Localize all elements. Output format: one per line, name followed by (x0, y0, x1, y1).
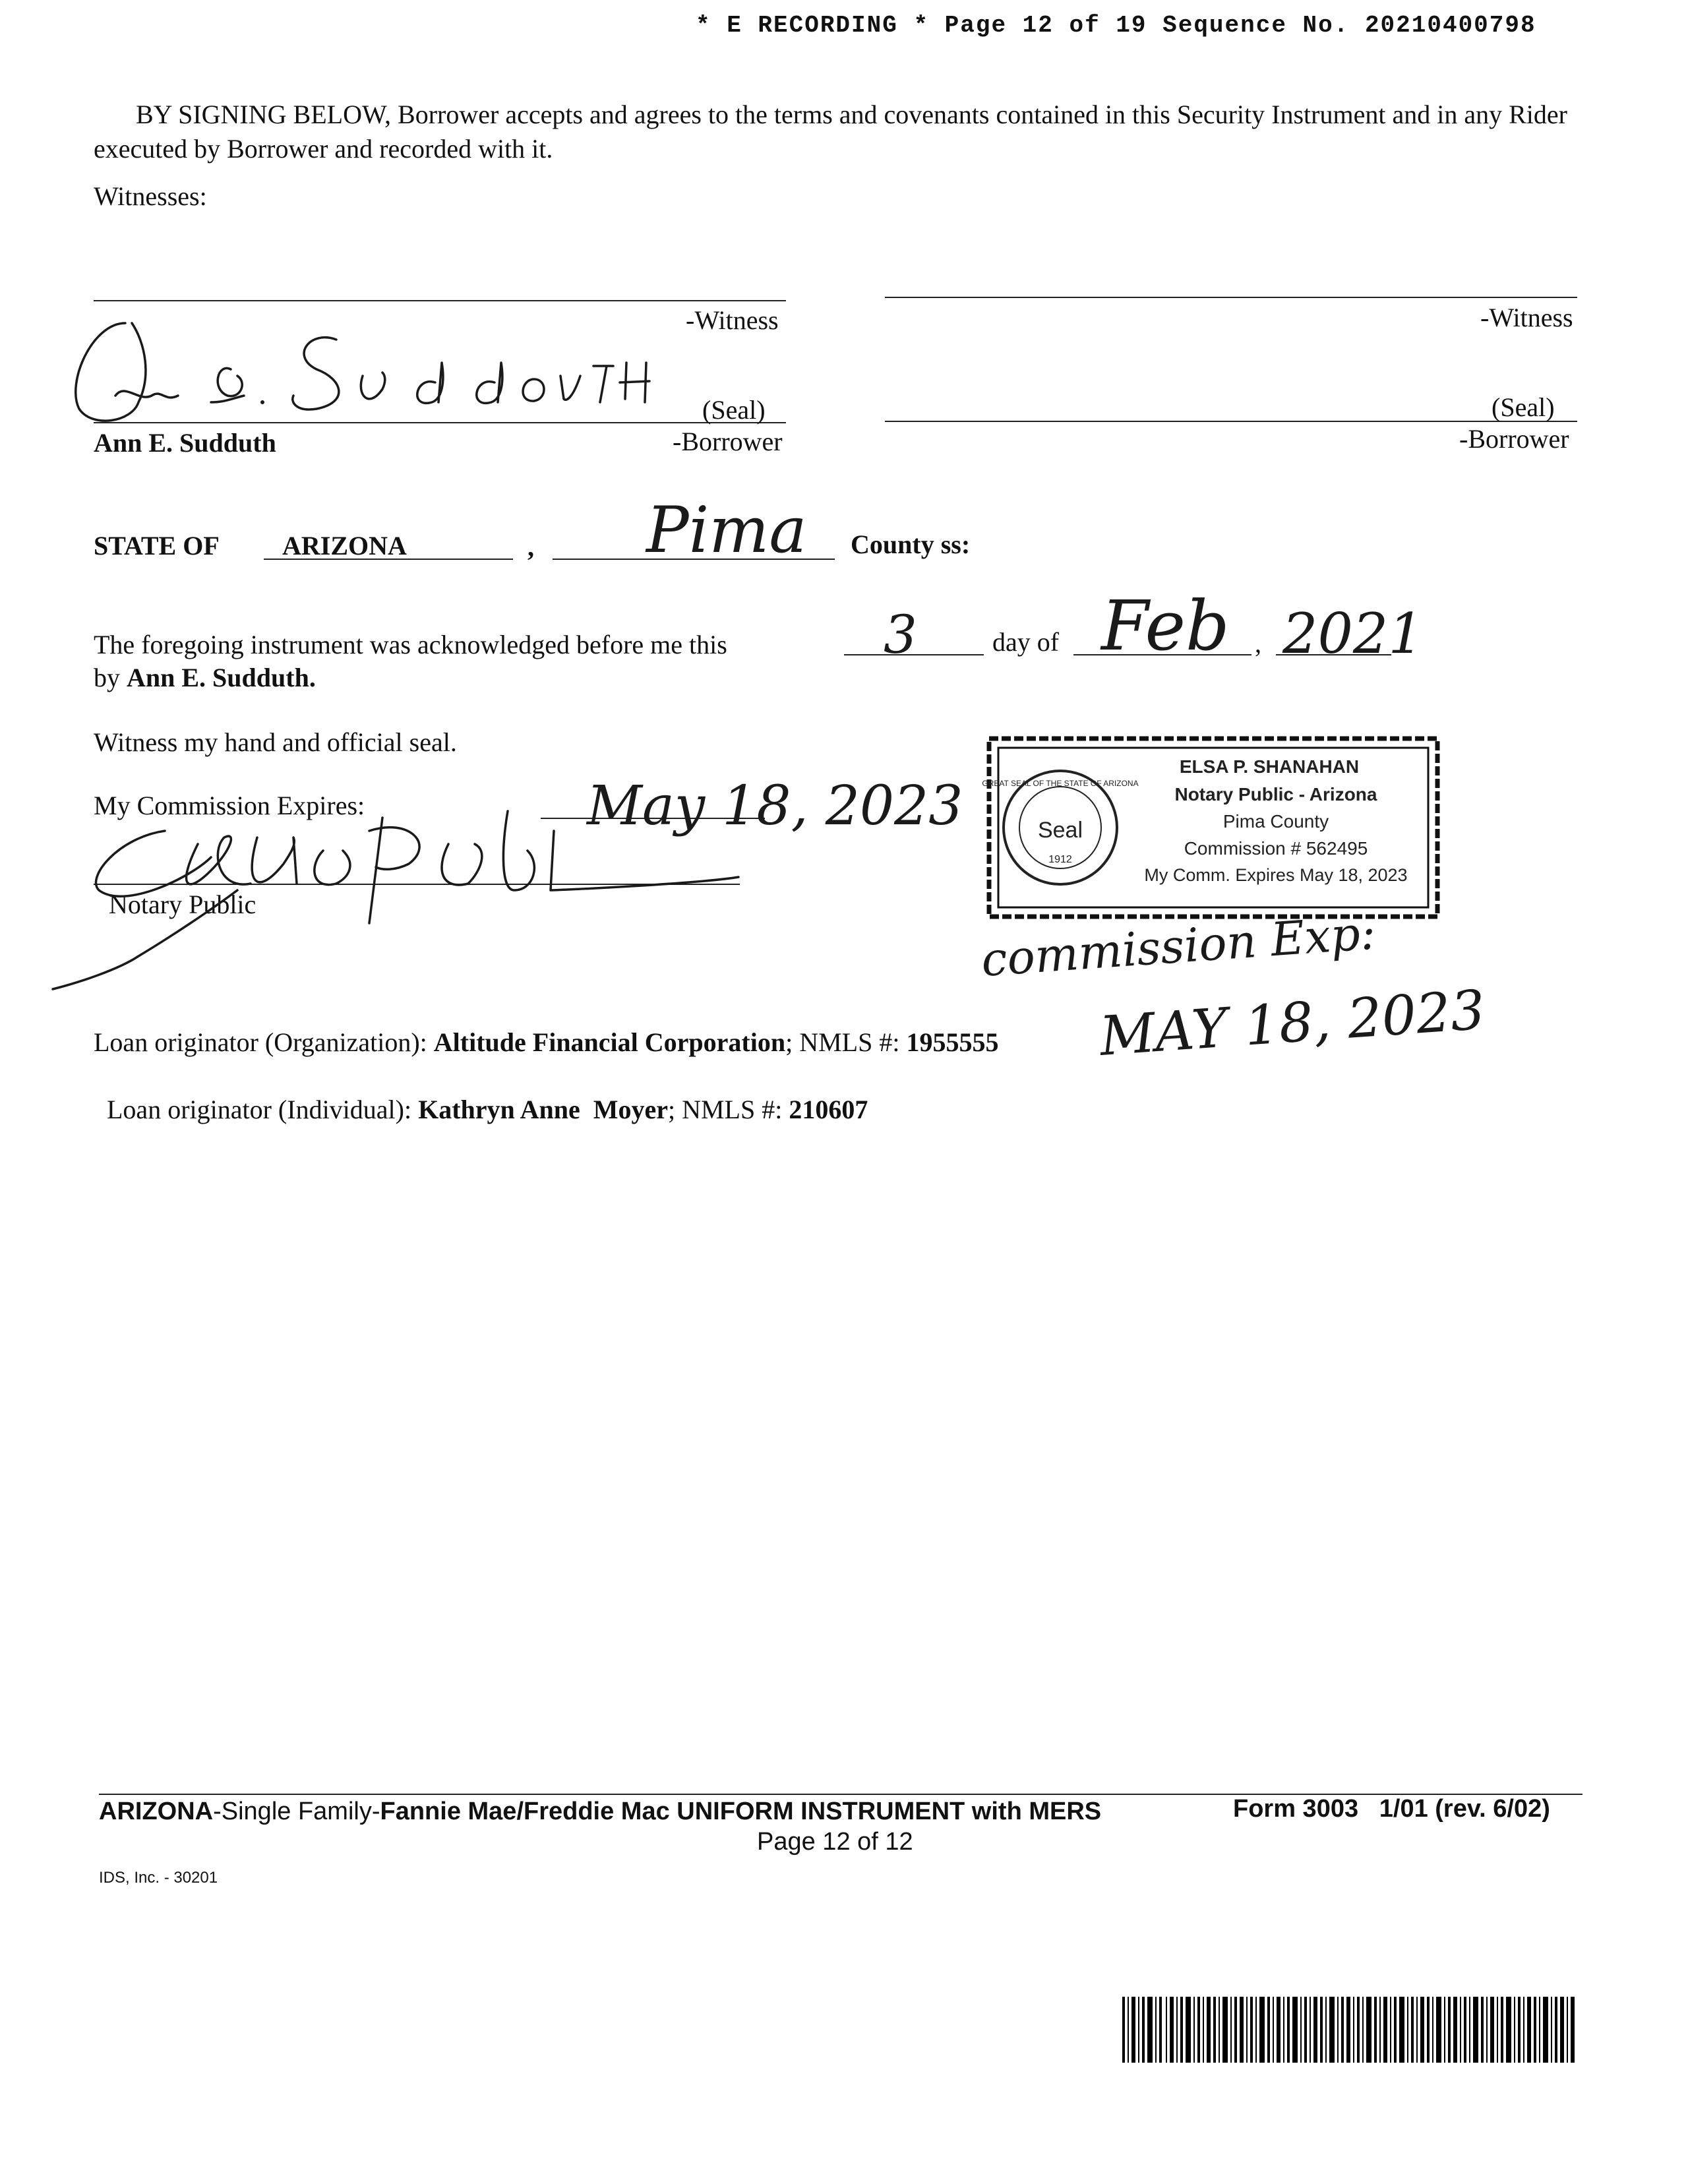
seal-left: (Seal) (702, 395, 766, 425)
year-handwritten-text: 2021 (1282, 601, 1424, 666)
county-handwritten (633, 470, 807, 575)
handwritten-note-line1: commission Exp: (979, 905, 1377, 987)
stamp-title: Notary Public - Arizona (1174, 784, 1377, 804)
witnesses-label: Witnesses: (94, 181, 207, 211)
ind-nmls-label: ; NMLS #: (667, 1095, 789, 1124)
signing-paragraph-text: BY SIGNING BELOW, Borrower accepts and agrees to the terms and covenants contained in this Security Instrument and in any Rider executed by Borrower and recorded with it. (94, 100, 1567, 164)
recording-header: * E RECORDING * Page 12 of 19 Sequence No. 20210400798 (696, 12, 1536, 39)
footer-form-title (99, 1798, 1101, 1826)
handwritten-commission-note (976, 905, 1488, 1081)
stamp-name: ELSA P. SHANAHAN (1179, 756, 1360, 777)
witness-label-left: -Witness (686, 305, 779, 335)
by-name: Ann E. Sudduth (127, 663, 309, 692)
org-label: Loan originator (Organization): (94, 1027, 434, 1057)
seal-word: Seal (1037, 818, 1083, 843)
by-line (94, 661, 316, 695)
county-handwritten-text: Pima (646, 493, 807, 567)
notary-public-label: Notary Public (109, 890, 256, 919)
foregoing-text: The foregoing instrument was acknowledged before me this (94, 630, 727, 659)
state-name: ARIZONA (282, 531, 407, 561)
witness-label-right: -Witness (1480, 303, 1573, 332)
seal-year: 1912 (1048, 854, 1072, 865)
borrower-name: Ann E. Sudduth (94, 428, 276, 458)
signing-paragraph (94, 98, 1584, 166)
county-label: County ss: (851, 530, 971, 559)
ind-name: Kathryn Anne Moyer (418, 1095, 668, 1124)
state-underline (264, 559, 513, 560)
loan-originator-organization (94, 1025, 998, 1060)
org-name: Altitude Financial Corporation (433, 1027, 786, 1057)
by-prefix: by (94, 663, 127, 692)
barcode-bars (1122, 1997, 1577, 2063)
month-handwritten-text: Feb (1101, 586, 1230, 666)
year-handwritten (1276, 587, 1424, 666)
footer-state: ARIZONA (99, 1798, 214, 1825)
org-nmls-label: ; NMLS #: (785, 1027, 907, 1057)
seal-ring-text: GREAT SEAL OF THE STATE OF ARIZONA (982, 779, 1139, 788)
witness-line-right (885, 297, 1577, 298)
stamp-county: Pima County (1222, 811, 1329, 832)
borrower-label-left: -Borrower (673, 427, 783, 456)
day-handwritten-text: 3 (884, 604, 917, 665)
footer-form-number: Form 3003 1/01 (rev. 6/02) (1233, 1795, 1550, 1823)
stamp-commission: Commission # 562495 (1184, 838, 1368, 859)
footer-title: Fannie Mae/Freddie Mac UNIFORM INSTRUMENT with MERS (380, 1798, 1102, 1825)
month-handwritten (1088, 567, 1259, 666)
notary-stamp (982, 732, 1444, 923)
stamp-expires: My Comm. Expires May 18, 2023 (1144, 865, 1408, 885)
day-handwritten (870, 593, 963, 666)
footer-page-label: Page 12 of 12 (757, 1828, 913, 1856)
borrower-label-right: -Borrower (1459, 424, 1569, 454)
handwritten-note-line2: MAY 18, 2023 (1097, 979, 1488, 1068)
notary-signature (40, 791, 738, 983)
commission-expires-label: My Commission Expires: (94, 791, 365, 820)
footer-dash: -Single Family- (213, 1798, 380, 1825)
witness-line-left (94, 300, 786, 301)
ind-nmls: 210607 (789, 1095, 868, 1124)
by-suffix: . (309, 663, 316, 692)
org-nmls: 1955555 (906, 1027, 999, 1057)
footer-vendor: IDS, Inc. - 30201 (99, 1869, 218, 1887)
year-comma: , (1255, 628, 1261, 658)
barcode (1122, 1997, 1577, 2063)
loan-originator-individual (94, 1058, 868, 1127)
notary-stamp-graphic (982, 732, 1444, 923)
day-of-label: day of (992, 627, 1060, 657)
state-of-label: STATE OF (94, 531, 220, 561)
seal-right: (Seal) (1492, 392, 1555, 422)
state-comma: , (528, 532, 534, 562)
borrower-signature (53, 303, 712, 435)
commission-handwritten-text: May 18, 2023 (587, 775, 963, 837)
ind-label: Loan originator (Individual): (107, 1095, 419, 1124)
witness-hand-text: Witness my hand and official seal. (94, 727, 457, 757)
